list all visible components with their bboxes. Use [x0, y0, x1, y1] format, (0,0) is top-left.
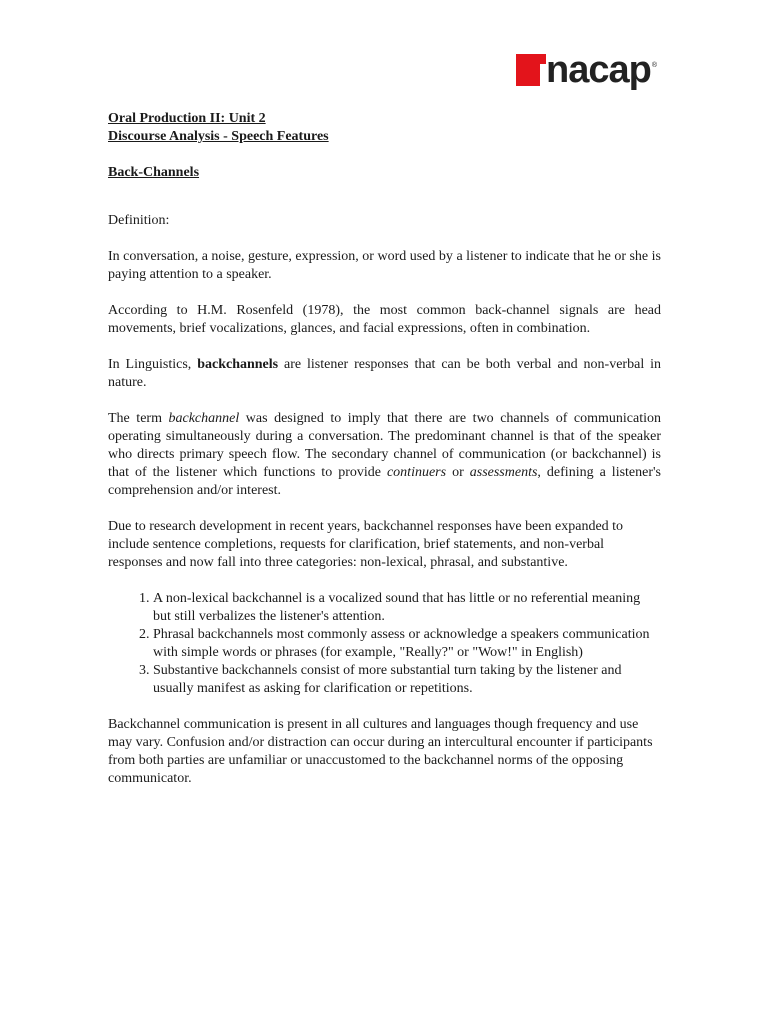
p4-c: or — [446, 465, 470, 480]
definition-label: Definition: — [108, 213, 170, 228]
p4-d: , defining a listener's comprehension and/or interest. — [108, 465, 661, 498]
list-item: 1. A non-lexical backchannel is a vocalized sound that has little or no referential meaning but still verbalizes the listener's attention. — [153, 590, 661, 626]
list-item: 2. Phrasal backchannels most commonly assess or acknowledge a speakers communication with simple words or phrases (for example, "Really?" or "Wow!" in English) — [153, 626, 661, 662]
p4-italic-backchannel: backchannel — [168, 411, 240, 426]
p4-a: The term — [108, 411, 169, 426]
logo-mark-icon — [516, 54, 540, 86]
unit-subtitle: Discourse Analysis - Speech Features — [108, 129, 329, 144]
paragraph-research: Due to research development in recent years, backchannel responses have been expanded to include sentence completions, requests for clarification, brief statements, and non-verbal responses and now fall into three categories: non-lexical, phrasal, and substantive. — [108, 519, 624, 570]
logo-registered-mark: ® — [651, 62, 657, 69]
section-title: Back-Channels — [108, 165, 200, 180]
p3-bold-term: backchannels — [197, 357, 279, 372]
p3-pre: In Linguistics, — [108, 357, 198, 372]
document-body — [108, 110, 661, 806]
document-header — [108, 110, 661, 146]
p3-post: are listener responses that can be both verbal and non-verbal in nature. — [108, 357, 661, 390]
paragraph-culture: Backchannel communication is present in all cultures and languages though frequency and use may vary. Confusion and/or distraction can occur during an intercultural encounter if participants from both parties are unfamiliar or unaccustomed to the backchannel norms of the opposing communicator. — [108, 717, 653, 786]
paragraph-linguistics — [108, 356, 661, 392]
logo-text: nacap — [546, 49, 651, 91]
paragraph-definition: In conversation, a noise, gesture, expression, or word used by a listener to indicate that he or she is paying attention to a speaker. — [108, 249, 661, 282]
list-item: 3. Substantive backchannels consist of more substantial turn taking by the listener and usually manifest as asking for clarification or repetitions. — [153, 662, 661, 698]
p4-b: was designed to imply that there are two channels of communication operating simultaneously during a conversation. The predominant channel is that of the speaker who directs primary speech flow. The secondary channel of communication (or backchannel) is that of the listener which functions to provide — [108, 411, 662, 480]
inacap-logo — [516, 50, 657, 90]
course-title: Oral Production II: Unit 2 — [108, 111, 266, 126]
paragraph-rosenfeld: According to H.M. Rosenfeld (1978), the most common back-channel signals are head movements, brief vocalizations, glances, and facial expressions, often in combination. — [108, 303, 661, 336]
paragraph-term — [108, 410, 661, 500]
p4-italic-assessments: assessments — [469, 465, 538, 480]
p4-italic-continuers: continuers — [386, 465, 447, 480]
categories-list — [108, 590, 661, 698]
